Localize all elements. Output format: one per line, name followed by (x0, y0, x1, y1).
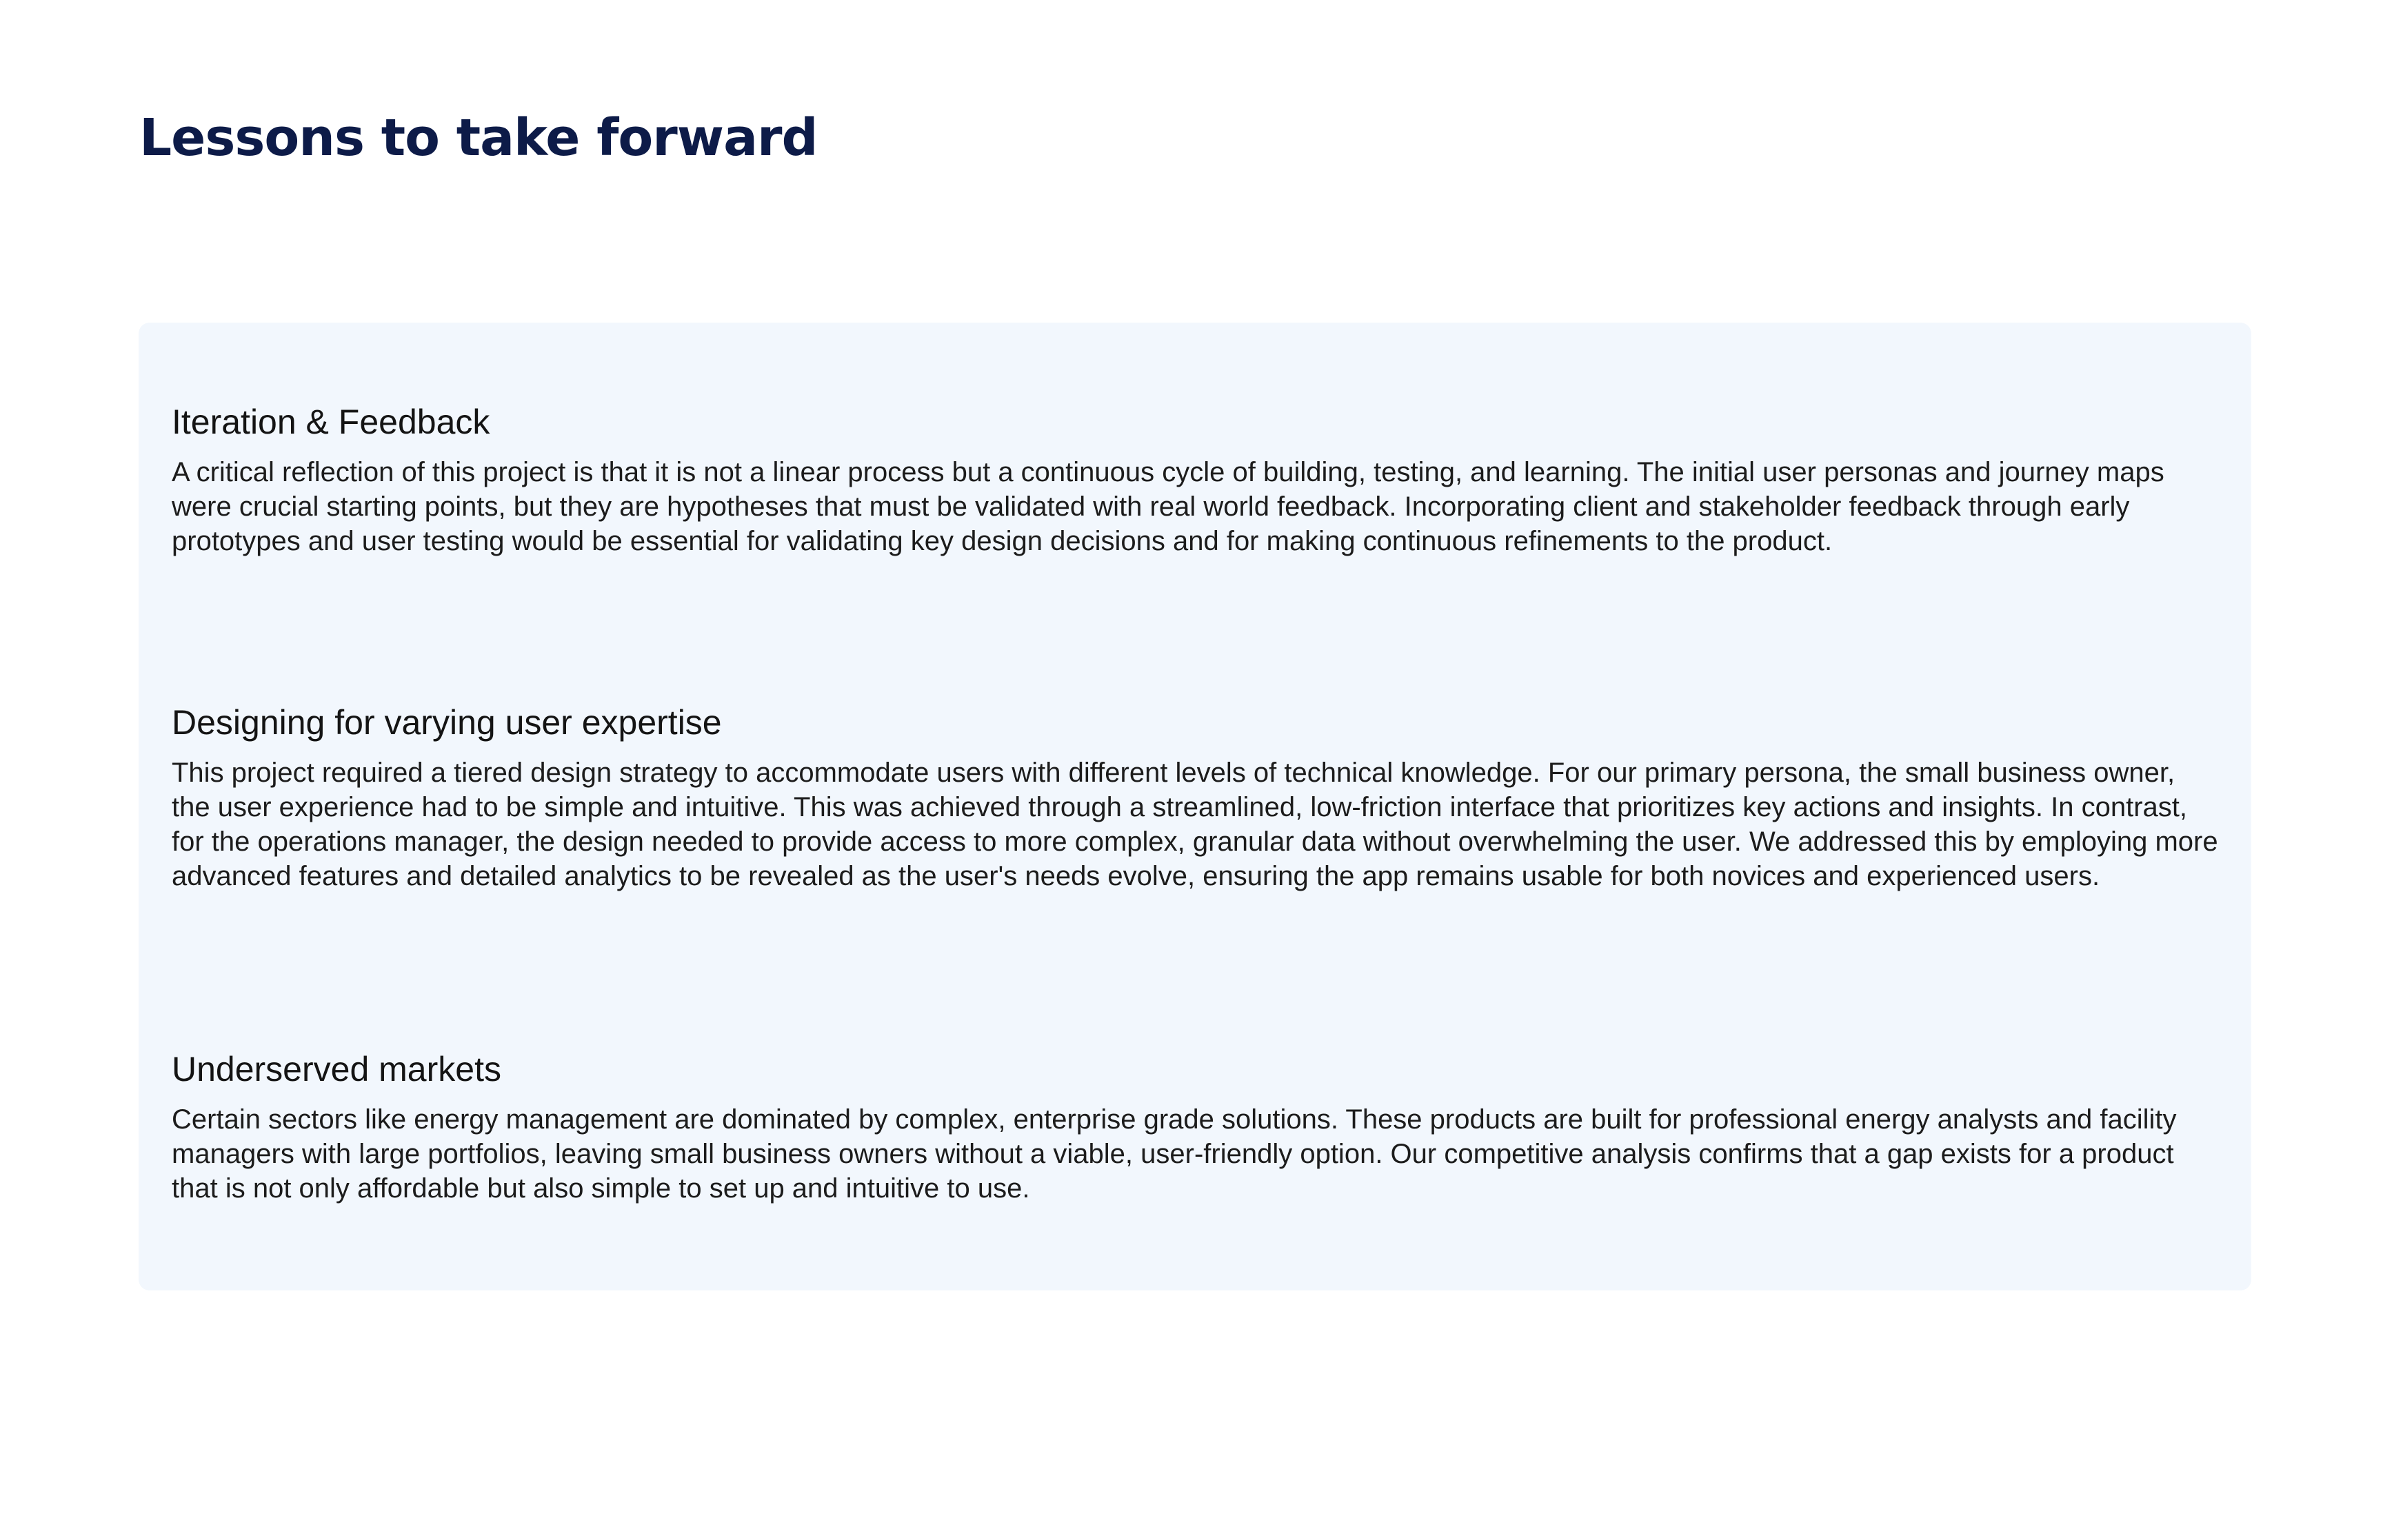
lesson-heading: Iteration & Feedback (172, 403, 490, 441)
page-title: Lessons to take forward (139, 108, 818, 168)
lesson-body: This project required a tiered design strategy to accommodate users with different levels of technical knowledge. For our primary persona, the small business owner, the user experience had to be simple and intuitive. This was achieved through a streamlined, low-friction interface that prioritizes key actions and insights. In contrast, for the operations manager, the design needed to provide access to more complex, granular data without overwhelming the user. We addressed this by employing more advanced features and detailed analytics to be revealed as the user's needs evolve, ensuring the app remains usable for both novices and experienced users. (172, 758, 2218, 891)
lesson-iteration-feedback (172, 397, 2218, 558)
lesson-body: A critical reflection of this project is that it is not a linear process but a continuous cycle of building, testing, and learning. The initial user personas and journey maps were crucial starting points, but they are hypotheses that must be validated with real world feedback. Incorporating client and stakeholder feedback through early prototypes and user testing would be essential for validating key design decisions and for making continuous refinements to the product. (172, 457, 2164, 556)
lesson-body: Certain sectors like energy management are dominated by complex, enterprise grade solutions. These products are built for professional energy analysts and facility managers with large portfolios, leaving small business owners without a viable, user-friendly option. Our competitive analysis confirms that a gap exists for a product that is not only affordable but also simple to set up and intuitive to use. (172, 1104, 2177, 1204)
lesson-heading: Underserved markets (172, 1050, 501, 1088)
lesson-underserved-markets (172, 1044, 2218, 1206)
lessons-card (139, 323, 2251, 1290)
lesson-heading: Designing for varying user expertise (172, 703, 722, 742)
lesson-user-expertise (172, 698, 2218, 893)
